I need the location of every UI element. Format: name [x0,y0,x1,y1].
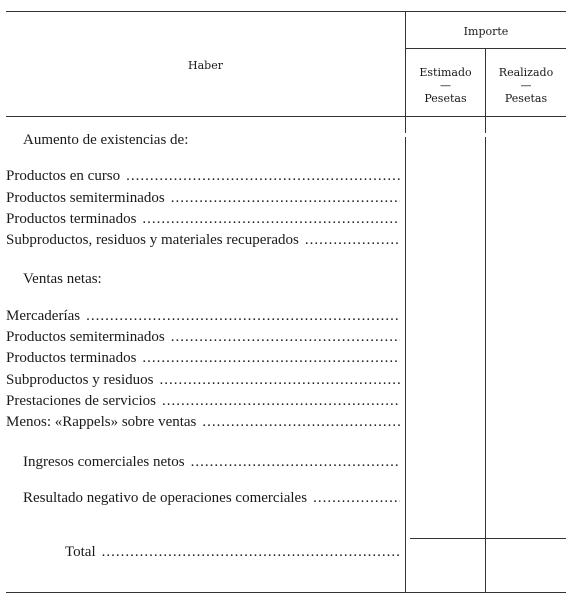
item-label: Subproductos y residuos [6,372,154,388]
leader-dots [171,329,400,346]
item-label: Menos: «Rappels» sobre ventas [6,414,197,430]
leader-dots [86,308,400,325]
list-item [6,190,400,210]
leader-dots [305,232,400,249]
table-bottom-border [6,592,566,593]
list-item [6,350,400,370]
item-label: Productos en curso [6,168,121,184]
list-item [6,372,400,392]
item-label: Prestaciones de servicios [6,393,156,409]
leader-dots [162,393,400,410]
item-label: Mercaderías [6,308,81,324]
leader-dots [160,372,401,389]
item-label: Productos semiterminados [6,329,165,345]
total-row [65,544,400,564]
list-item [6,232,400,252]
realizado-unit: Pesetas [504,92,548,105]
item-label: Ingresos comerciales netos [23,454,185,470]
leader-dots [202,414,400,431]
haber-column-divider [405,137,406,592]
ingresos-comerciales-row [23,454,400,474]
section-aumento-existencias: Aumento de existencias de: [23,132,189,148]
total-rule [410,538,566,539]
leader-dots [191,454,400,471]
list-item [6,308,400,328]
estimado-unit: Pesetas [424,92,467,105]
estimado-header [406,66,485,105]
leader-dots [142,211,400,228]
leader-dots [102,544,400,561]
realizado-dash: — [520,79,532,92]
estimado-dash: — [440,79,451,92]
list-item [6,329,400,349]
section-ventas-netas: Ventas netas: [23,271,102,287]
table-top-border [6,11,566,12]
estimado-column-divider [485,137,486,592]
item-label: Productos terminados [6,350,137,366]
estimado-label: Estimado [419,66,472,79]
list-item [6,393,400,413]
leader-dots [313,490,400,507]
resultado-negativo-row [23,490,400,510]
haber-header: Haber [188,59,223,72]
list-item [6,168,400,188]
leader-dots [142,350,400,367]
item-label: Productos semiterminados [6,190,165,206]
item-label: Subproductos, residuos y materiales recuperados [6,232,299,248]
item-label: Productos terminados [6,211,137,227]
list-item [6,211,400,231]
realizado-label: Realizado [498,66,554,79]
importe-divider [406,48,566,49]
leader-dots [126,168,400,185]
leader-dots [171,190,400,207]
list-item [6,414,400,434]
importe-header: Importe [463,25,509,38]
realizado-header [486,66,566,105]
total-label: Total [65,544,96,560]
header-bottom-border [6,116,566,117]
item-label: Resultado negativo de operaciones comerciales [23,490,308,506]
